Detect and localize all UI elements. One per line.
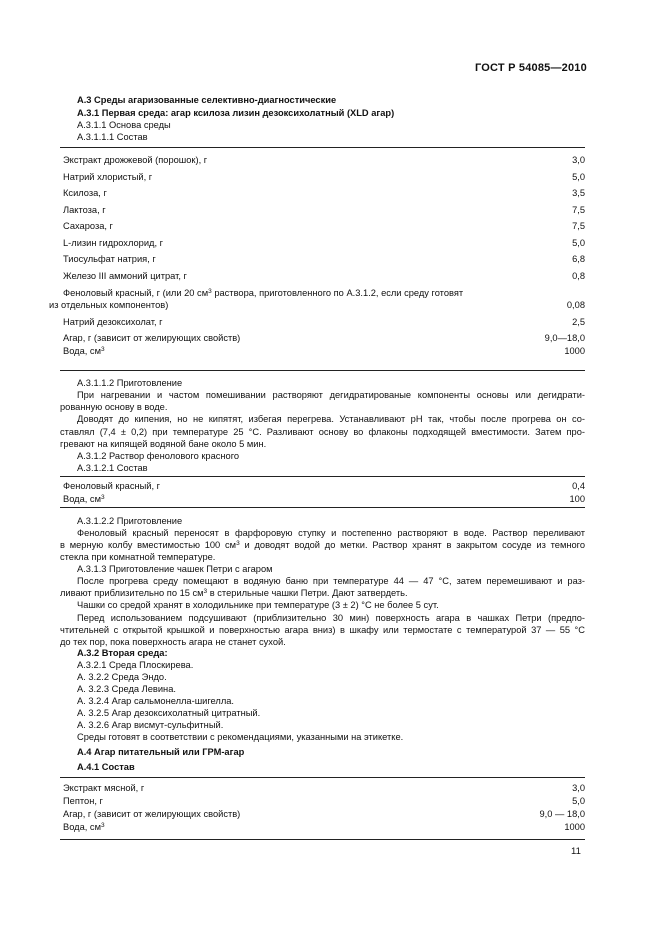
table-row <box>60 253 585 270</box>
ingredient-name: Натрий дезоксихолат, г <box>63 316 163 327</box>
table-row <box>49 287 585 312</box>
table-row <box>60 237 585 254</box>
table-row <box>60 332 585 345</box>
section-a313-title: А.3.1.3 Приготовление чашек Петри с агаром <box>77 564 273 574</box>
ingredient-name: Экстракт мясной, г <box>63 783 145 793</box>
text-part: и доводят водой до метки. Раствор хранят в закрытом сосуде из темного <box>239 540 585 551</box>
table-row <box>60 795 585 808</box>
section-a31-title: А.3.1 Первая среда: агар ксилоза лизин дезоксихолатный (XLD агар) <box>77 108 395 118</box>
table-row <box>60 493 585 506</box>
paragraph <box>60 389 585 450</box>
ingredient-name-continued: из отдельных компонентов) <box>49 299 169 310</box>
table-row <box>60 316 585 332</box>
ingredient-name <box>63 821 105 833</box>
superscript: 3 <box>208 287 212 295</box>
section-a311-title: А.3.1.1 Основа среды <box>77 120 171 130</box>
ingredient-value: 5,0 <box>572 796 585 806</box>
superscript: 3 <box>100 345 105 353</box>
list-item: А. 3.2.3 Среда Левина. <box>77 684 176 694</box>
document-id: ГОСТ Р 54085—2010 <box>475 62 587 74</box>
ingredient-value: 3,0 <box>572 783 585 793</box>
table-row <box>60 187 585 204</box>
paragraph-line: ставлял (7,4 ± 0,2) при температуре 25 °С. Разливают основу во флаконы подходящей вместимости. Затем про- <box>60 426 585 437</box>
ingredient-value: 0,8 <box>572 270 585 281</box>
ingredient-value: 2,5 <box>572 316 585 327</box>
ingredient-name: Ксилоза, г <box>63 188 107 198</box>
ingredient-name: Агар, г (зависит от желирующих свойств) <box>63 332 241 343</box>
ingredient-value: 1000 <box>564 345 585 356</box>
list-item: А. 3.2.6 Агар висмут-сульфитный. <box>77 720 224 730</box>
paragraph-line <box>60 539 585 551</box>
ingredient-value: 9,0—18,0 <box>544 332 585 343</box>
paragraph-line: гревают на кипящей водяной бане около 5 мин. <box>60 438 267 449</box>
ingredient-name: Железо III аммоний цитрат, г <box>63 270 187 281</box>
ingredient-value: 7,5 <box>572 204 585 215</box>
text-part: в мерную колбу вместимостью 100 см <box>60 540 237 551</box>
paragraph-line: стекла при комнатной температуре. <box>60 552 216 563</box>
section-a4-title: А.4 Агар питательный или ГРМ-агар <box>77 747 245 757</box>
ingredient-name: Натрий хлористый, г <box>63 171 153 182</box>
table-row <box>60 782 585 795</box>
superscript: 3 <box>203 588 208 596</box>
text-part: ливают приблизительно по 15 см <box>60 588 204 599</box>
ingredient-value: 100 <box>569 493 585 504</box>
composition-table-xld <box>49 147 585 371</box>
table-row <box>60 270 585 287</box>
ingredient-value: 9,0 — 18,0 <box>539 809 585 819</box>
list-item: А.3.2.1 Среда Плоскирева. <box>77 660 194 670</box>
table-row <box>60 204 585 221</box>
ingredient-value: 7,5 <box>572 221 585 231</box>
ingredient-name: Лактоза, г <box>63 204 106 215</box>
section-a32-title: А.3.2 Вторая среда: <box>77 648 168 658</box>
section-a3112-title: А.3.1.1.2 Приготовление <box>77 378 183 388</box>
phenol-text-a: Феноловый красный, г (или 20 см <box>63 287 209 298</box>
table-row <box>60 345 585 358</box>
ingredient-name: Тиосульфат натрия, г <box>63 254 156 264</box>
section-a3-title: А.3 Среды агаризованные селективно-диагностические <box>77 95 337 105</box>
superscript: 3 <box>100 493 105 501</box>
ingredient-value: 6,8 <box>572 254 585 264</box>
paragraph-line: Перед использованием подсушивают (приблизительно 30 мин) поверхность агара в чашках Петри (предпо- <box>77 612 585 623</box>
ingredient-value: 0,08 <box>566 299 585 310</box>
table-row <box>60 808 585 821</box>
paragraph-line: Чашки со средой хранят в холодильнике при температуре (3 ± 2) °С не более 5 сут. <box>77 600 439 611</box>
paragraph-line: рованную основу в воде. <box>60 402 168 413</box>
paragraph-line: чтительней с открытой крышкой и поверхностью агара вниз) в шкафу или термостате с температурой 37 — 55 °С <box>60 624 585 635</box>
list-item: А. 3.2.4 Агар сальмонелла-шигелла. <box>77 696 235 706</box>
superscript: 3 <box>100 822 105 829</box>
paragraph-line: Феноловый красный переносят в фарфоровую ступку и постепенно растворяют в воде. Раствор переливают <box>77 528 585 538</box>
list-item: А. 3.2.2 Среда Эндо. <box>77 672 167 682</box>
ingredient-name: Сахароза, г <box>63 221 113 231</box>
composition-table-nutrient-agar <box>60 777 585 840</box>
section-a3122-title: А.3.1.2.2 Приготовление <box>77 516 183 526</box>
table-row <box>60 154 585 171</box>
ingredient-name: Феноловый красный, г <box>63 481 161 491</box>
paragraph-line: После прогрева среду помещают в водяную баню при температуре 44 — 47 °С, затем перемешивают и раз- <box>77 576 585 586</box>
water-label: Вода, см <box>63 822 101 832</box>
water-label: Вода, см <box>63 345 101 356</box>
text-part: в стерильные чашки Петри. Дают затвердеть. <box>207 588 408 599</box>
note-text: Среды готовят в соответствии с рекомендациями, указанными на этикетке. <box>77 732 404 742</box>
table-row <box>60 171 585 188</box>
section-a3121-title: А.3.1.2.1 Состав <box>77 463 148 473</box>
composition-table-phenol-red <box>60 476 585 508</box>
ingredient-name <box>63 493 105 505</box>
paragraph <box>60 575 585 648</box>
paragraph-line: При нагревании и частом помешивании растворяют дегидратированые компоненты основы или дегидрати- <box>77 390 585 400</box>
section-a312-title: А.3.1.2 Раствор фенолового красного <box>77 451 240 461</box>
ingredient-name: Агар, г (зависит от желирующих свойств) <box>63 809 241 819</box>
ingredient-value: 5,0 <box>572 171 585 182</box>
paragraph <box>60 527 585 564</box>
paragraph-line <box>60 587 585 599</box>
table-row <box>60 480 585 493</box>
ingredient-name: Экстракт дрожжевой (порошок), г <box>63 155 208 165</box>
table-row <box>60 220 585 237</box>
section-a41-title: А.4.1 Состав <box>77 762 135 772</box>
ingredient-value: 0,4 <box>572 481 585 491</box>
ingredient-value: 1000 <box>564 822 585 832</box>
ingredient-name <box>63 287 463 299</box>
ingredient-value: 3,0 <box>572 155 585 165</box>
superscript: 3 <box>236 540 240 548</box>
ingredient-name <box>63 345 105 357</box>
water-label: Вода, см <box>63 493 101 504</box>
list-item: А. 3.2.5 Агар дезоксихолатный цитратный. <box>77 708 261 718</box>
table-row <box>60 821 585 834</box>
section-a3111-title: А.3.1.1.1 Состав <box>77 132 148 142</box>
ingredient-value: 5,0 <box>572 237 585 248</box>
ingredient-name: L-лизин гидрохлорид, г <box>63 237 163 248</box>
page-number: 11 <box>571 846 581 857</box>
paragraph-line: до тех пор, пока поверхность агара не станет сухой. <box>60 636 286 647</box>
ingredient-name: Пептон, г <box>63 796 103 806</box>
paragraph-line: Доводят до кипения, но не кипятят, избегая перегрева. Устанавливают pH так, чтобы после прогрева он со- <box>77 414 585 425</box>
phenol-text-b: раствора, приготовленного по А.3.1.2, если среду готовят <box>211 287 464 298</box>
ingredient-value: 3,5 <box>572 188 585 198</box>
